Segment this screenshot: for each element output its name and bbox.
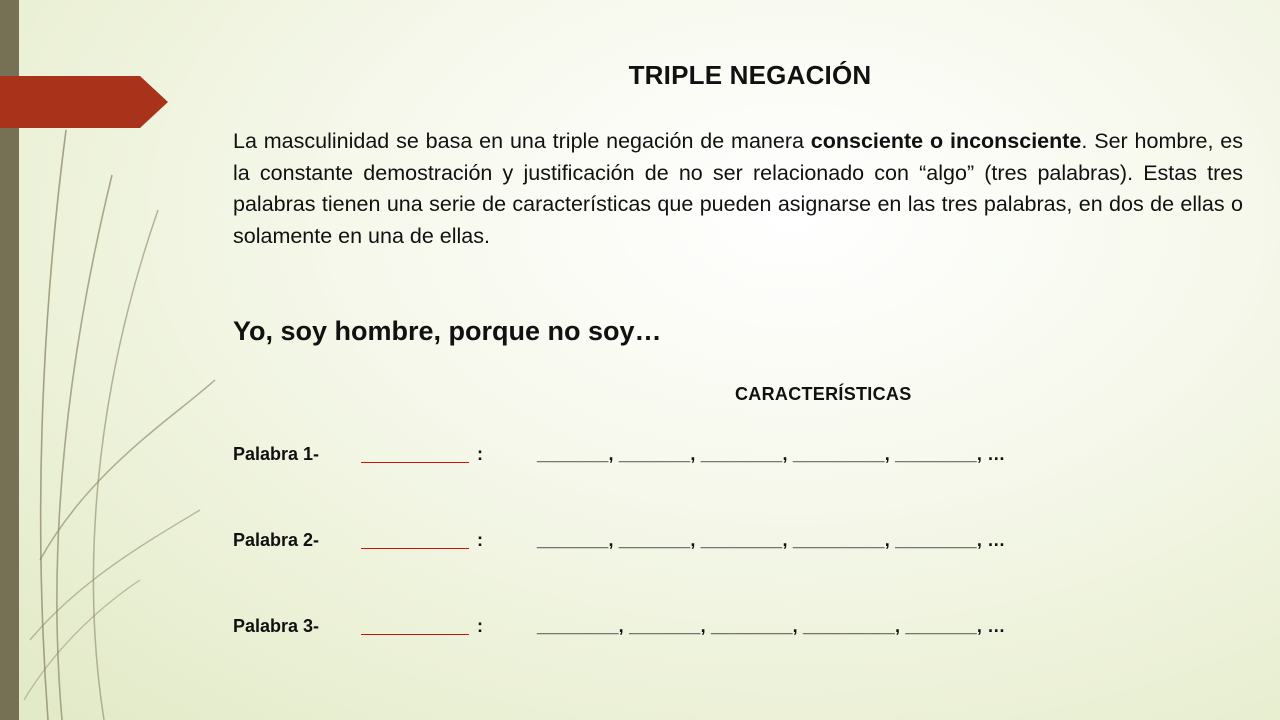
word-blank bbox=[361, 616, 469, 635]
colon: : bbox=[477, 444, 483, 464]
slide-title: TRIPLE NEGACIÓN bbox=[628, 60, 872, 90]
word-label: Palabra 2- bbox=[233, 530, 320, 550]
word-label: Palabra 3- bbox=[233, 616, 320, 636]
characteristic-blanks: ________, _______, ________, _________, _______, … bbox=[537, 616, 1006, 636]
body-paragraph bbox=[233, 126, 1243, 252]
colon: : bbox=[477, 530, 483, 550]
word-label: Palabra 1- bbox=[233, 444, 320, 464]
paragraph-text-2: . Ser hombre, es la constante demostración y justificación de no ser relacionado con “algo” (tres palabras). Estas tres palabras tienen una serie de características que pueden asignarse en las tres palabras, en dos de ellas o solamente en una de ellas. bbox=[233, 129, 1243, 248]
characteristic-blanks: _______, _______, ________, _________, ________, … bbox=[537, 444, 1006, 464]
subheading: Yo, soy hombre, porque no soy… bbox=[233, 316, 662, 346]
characteristics-header: CARACTERÍSTICAS bbox=[735, 384, 912, 404]
word-blank bbox=[361, 444, 469, 463]
word-blank bbox=[361, 530, 469, 549]
colon: : bbox=[477, 616, 483, 636]
paragraph-bold-text: consciente o inconsciente bbox=[810, 129, 1082, 153]
paragraph-text-1: La masculinidad se basa en una triple negación de manera bbox=[233, 129, 811, 153]
characteristic-blanks: _______, _______, ________, _________, ________, … bbox=[537, 530, 1006, 550]
